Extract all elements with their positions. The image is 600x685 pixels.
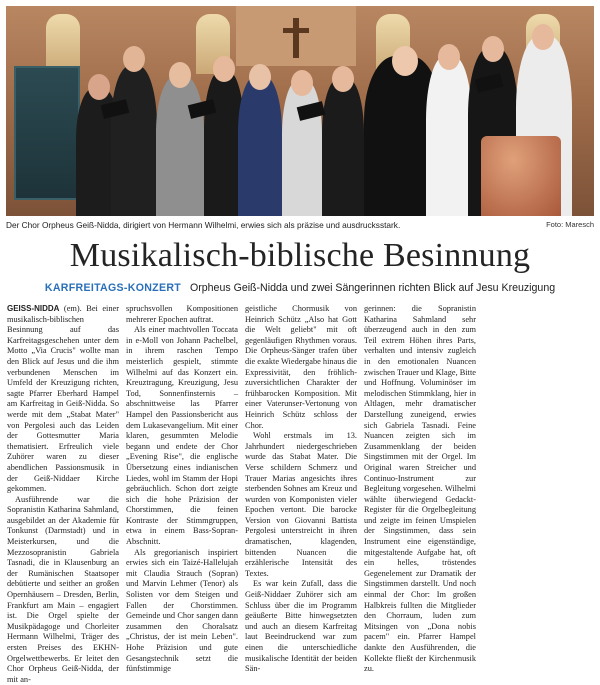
dateline: GEISS-NIDDA: [7, 304, 60, 313]
crucifix: [293, 18, 299, 58]
paragraph-text: (em). Bei einer musikalisch-biblischen Besinnung auf das Karfreitagsgeschehen unter dem Motto „Via Crucis" wollte man den Blick auf Jesus und die ihm verbundenen Menschen im Umfeld der Kreuzigung richten, sagte Pfarrer Eberhard Hampel am Karfreitag in Geiß-Nidda. So werde mit dem „Stabat Mater" von Pergolesi auch das Leiden der Gottesmutter Maria thematisiert. Erfreulich viele Zuhörer waren zu dieser abendlichen Passionsmusik in der Geiß-Niddaer Kirche gekommen.: [7, 304, 119, 494]
article-body: [7, 304, 595, 684]
kicker: KARFREITAGS-KONZERT: [44, 282, 182, 294]
lectern: [14, 66, 80, 200]
choir-photo: [6, 6, 594, 216]
choir-member: [238, 76, 282, 216]
choir-member-head: [169, 62, 191, 88]
choir-member-head: [438, 44, 460, 70]
paragraph: spruchsvollen Kompositionen mehrerer Epochen auftrat.: [126, 304, 238, 324]
church-window: [46, 14, 80, 74]
caption-text: Der Chor Orpheus Geiß-Nidda, dirigiert von Hermann Wilhelmi, erwies sich als präzise und ausdrucksstark.: [6, 220, 401, 230]
paragraph: geistliche Chormusik von Heinrich Schütz „Also hat Gott die Welt geliebt" mit oft gegenläufigen Rhythmen voraus. Die Orpheus-Sänger trafen über die exakte Wiedergabe hinaus die Expressivität, den fröhlich-zuversichtlichen Charakter der frühbarocken Komposition. Mit einer Vaterunser-Vertonung von Heinrich Schütz schloss der Chor.: [245, 304, 357, 430]
article-column-4: [364, 304, 476, 674]
paragraph: Ausführende war die Sopranistin Katharina Sahmland, ausgebildet an der Akademie für Tonkunst (Darmstadt) und in Meisterkursen, und die Mezzosopranistin Gabriela Tasnadi, die in Klausenburg an der Rumänischen Staatsoper debütierte und seither an großen Opernhäusern – Dresden, Berlin, Frankfurt am Main – engagiert ist. Die Orgel spielte der Musikpädagoge und Chorleiter Hermann Wilhelmi, Träger des ersten Preises des EKHN-Orgelwettbewerbs. Er leitet den Chor Orpheus Geiß-Nidda, der mit an-: [7, 494, 119, 684]
choir-member-head: [88, 74, 110, 100]
choir-member-head: [332, 66, 354, 92]
article-column-2: [126, 304, 238, 674]
choir-member-head: [123, 46, 145, 72]
article-subline: [0, 280, 600, 296]
photo-credit: Foto: Maresch: [546, 220, 594, 229]
paragraph: gerinnen: die Sopranistin Katharina Sahmland sehr überzeugend auch in den zum Teil extrem Höhen ihres Parts, verhalten und intensiv zugleich in den emotionalen Nuancen zwischen Trauer und Klage, Bitte und Hoffnung. Voluminöser im melodischen Stimmklang, hier in Altlagen, mehr dramatischer Darstellung zuneigend, erwies sich Gabriela Tasnadi. Feine Nuancen zeigten sich im Zusammenklang der beiden Singstimmen mit der Orgel. Im Original waren Streicher und Continuo-Instrument zur Begleitung vorgesehen. Wilhelmi wählte überwiegend Gedackt-Register für die Orgelbegleitung und zeigte im feinen Umspielen der Singstimmen, dass sein Instrument eine eigenständige, mitgestaltende Aufgabe hat, oft ein helles, tröstendes Gegenelement zur Dramatik der Singstimmen darstellt. Und noch einmal der Chor: Im großen Halbkreis fullten die Mitglieder den Chorraum, luden zum Mitsingen von „Dona nobis pacem" ein. Pfarrer Hampel dankte den Ausführenden, die Kollekte fließt der Kirchenmusik zu.: [364, 304, 476, 674]
choir-member: [111, 66, 157, 216]
paragraph: Als einer machtvollen Toccata in e-Moll von Johann Pachelbel, in ihrem raschen Tempo meisterlich gespielt, stimmte Wilhelmi auf das Konzert ein. Kreuztragung, Kreuzigung, Jesu Tod, Sonnenfinsternis – abschnittweise las Pfarrer Hampel den Passionsbericht aus dem Lukasevangelium. Mit einer klaren, gesummten Melodie begann und endete der Chor „Evening Rise", die englische Übersetzung eines indianischen Liedes, wohl im Stamm der Hopi gebräuchlich. Schon dort zeigte sich die hohe Präzision der Chorstimmen, die feinen Kontraste der Stimmgruppen, etwa in einem Bass-Sopran-Abschnitt.: [126, 325, 238, 547]
paragraph: Wohl erstmals im 13. Jahrhundert niedergeschrieben wurde das Stabat Mater. Die Verse schildern Schmerz und Trauer Marias angesichts ihres sterbenden Sohnes am Kreuz und wurden von Komponisten vieler Epochen vertont. Die barocke Version von Giovanni Battista Pergolesi unterstreicht in ihren dramatischen, klagenden, bittenden Nuancen die erzählerische Intensität des Textes.: [245, 431, 357, 578]
paragraph: [7, 304, 119, 495]
choir-member: [322, 78, 364, 216]
paragraph: Als gregorianisch inspiriert erwies sich ein Taizé-Hallelujah mit Claudia Strauch (Sopran) und Marvin Lehmer (Tenor) als Solisten vor dem Steigen und Fallen der Chorstimmen. Gemeinde und Chor sangen dann zusammen den Choralsatz „Christus, der ist mein Leben". Hohe Präzision und gute Gesangstechnik setzt die fünfstimmige: [126, 547, 238, 674]
conductor-head: [392, 46, 418, 76]
article-column-3: [245, 304, 357, 674]
baptismal-font: [481, 136, 561, 216]
choir-member: [282, 80, 322, 216]
choir-member-head: [291, 70, 313, 96]
choir-member-head: [532, 24, 554, 50]
choir-member-head: [482, 36, 504, 62]
choir-member: [156, 76, 204, 216]
article-column-1: [7, 304, 119, 684]
article-headline: Musikalisch-biblische Besinnung: [69, 237, 531, 274]
deck: Orpheus Geiß-Nidda und zwei Sängerinnen richten Blick auf Jesu Kreuzigung: [190, 282, 556, 294]
photo-caption: [6, 218, 594, 232]
choir-member-head: [213, 56, 235, 82]
choir-member-head: [249, 64, 271, 90]
paragraph: Es war kein Zufall, dass die Geiß-Niddaer Zuhörer sich am Schluss über die im Programm geäußerte Bitte hinwegsetzten und auch an diesem Karfreitag laut Beeindruckend war zum einen die unterschiedliche musikalische Identität der beiden Sän-: [245, 579, 357, 674]
choir-member: [426, 56, 472, 216]
